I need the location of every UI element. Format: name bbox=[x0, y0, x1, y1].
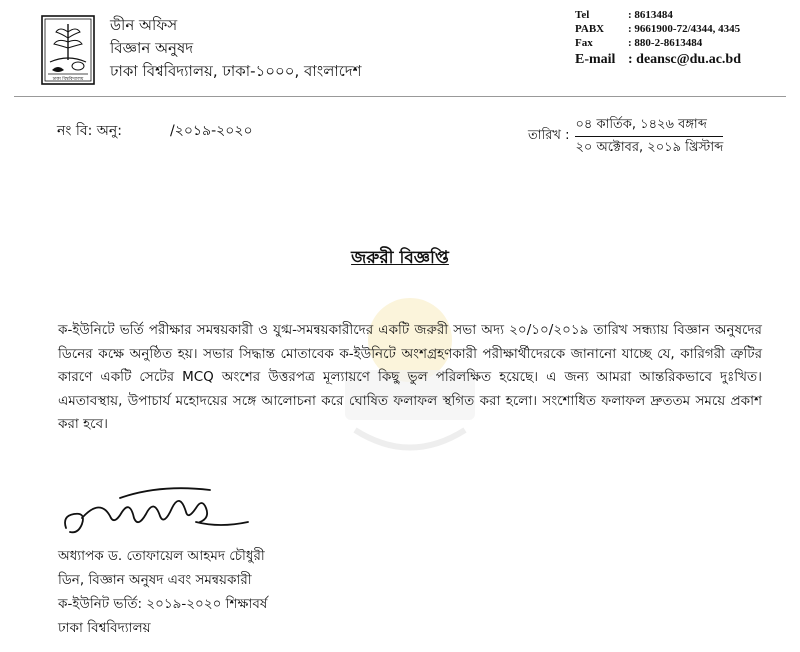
notice-body: ক-ইউনিটে ভর্তি পরীক্ষার সমন্বয়কারী ও যুগ্ম-সমন্বয়কারীদের একটি জরুরী সভা অদ্য ২০/১০/২০১৯ তারিখ সন্ধ্যায় বিজ্ঞান অনুষদের ডিনের কক্ষে অনুষ্ঠিত হয়। সভার সিদ্ধান্ত মোতাবেক ক-ইউনিটে অংশগ্রহণকারী পরীক্ষার্থীদেরকে জানানো যাচ্ছে যে, কারিগরী ত্রুটির কারণে একটি সেটের MCQ অংশের উত্তরপত্র মূল্যায়ণে কিছু ভুল পরিলক্ষিত হয়েছে। এ জন্য আমরা আন্তরিকভাবে দুঃখিত। এমতাবস্থায়, উপাচার্য মহোদয়ের সঙ্গে আলোচনা করে ঘোষিত ফলাফল স্থগিত করা হলো। সংশোধিত ফলাফল দ্রুততম সময়ে প্রকাশ করা হবে। bbox=[58, 322, 762, 433]
ref-value: /২০১৯-২০২০ bbox=[170, 123, 253, 139]
signatory-name: অধ্যাপক ড. তোফায়েল আহমদ চৌধুরী bbox=[58, 548, 265, 564]
fax-value: : 880-2-8613484 bbox=[628, 37, 703, 49]
faculty-name: বিজ্ঞান অনুষদ bbox=[110, 39, 194, 57]
ref-label: নং বি: অনু: bbox=[57, 123, 122, 139]
logo-label: ঢাকা বিশ্ববিদ্যালয় bbox=[52, 77, 84, 82]
contact-fax bbox=[575, 36, 741, 50]
office-address bbox=[110, 14, 362, 83]
tel-label: Tel bbox=[575, 9, 590, 21]
signatory-unit: ক-ইউনিট ভর্তি: ২০১৯-২০২০ শিক্ষাবর্ষ bbox=[58, 596, 268, 612]
contact-pabx bbox=[575, 22, 741, 36]
reference-number bbox=[57, 119, 253, 143]
contact-tel bbox=[575, 8, 741, 22]
university-logo bbox=[40, 14, 96, 86]
date-label: তারিখ : bbox=[528, 128, 570, 143]
office-name: ডীন অফিস bbox=[110, 16, 178, 34]
tel-value: : 8613484 bbox=[628, 9, 673, 21]
pabx-value: : 9661900-72/4344, 4345 bbox=[628, 23, 741, 35]
contact-email bbox=[575, 51, 741, 69]
fax-label: Fax bbox=[575, 37, 593, 49]
date-bangla: ০৪ কার্তিক, ১৪২৬ বঙ্গাব্দ bbox=[575, 116, 723, 137]
date-gregorian: ২০ অক্টোবর, ২০১৯ খ্রিস্টাব্দ bbox=[575, 140, 724, 155]
notice-heading: জরুরী বিজ্ঞপ্তি bbox=[351, 248, 449, 268]
signature bbox=[60, 478, 250, 542]
signatory-block bbox=[58, 544, 267, 640]
contact-info bbox=[575, 8, 741, 69]
header-divider bbox=[14, 96, 786, 97]
email-value[interactable]: : deansc@du.ac.bd bbox=[628, 52, 741, 67]
date-block bbox=[528, 116, 723, 157]
pabx-label: PABX bbox=[575, 23, 605, 35]
university-address: ঢাকা বিশ্ববিদ্যালয়, ঢাকা-১০০০, বাংলাদেশ bbox=[110, 62, 362, 80]
email-label: E-mail bbox=[575, 52, 616, 67]
signatory-title: ডিন, বিজ্ঞান অনুষদ এবং সমন্বয়কারী bbox=[58, 572, 252, 588]
signatory-org: ঢাকা বিশ্ববিদ্যালয় bbox=[58, 620, 151, 636]
